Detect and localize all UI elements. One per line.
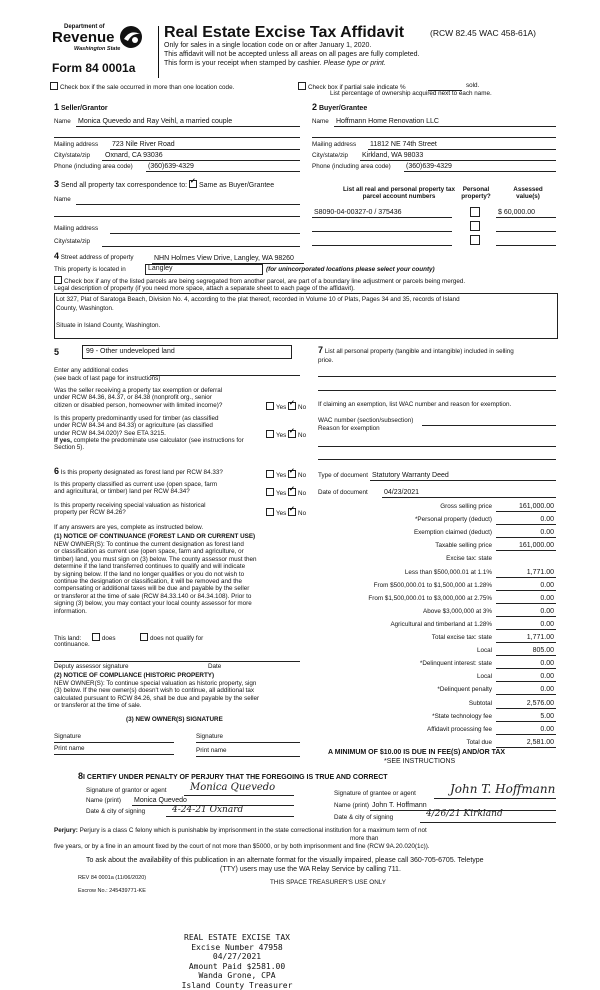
- personal-property-checkbox-2[interactable]: [470, 221, 480, 231]
- tax-row-underline: [496, 708, 556, 709]
- no-checkbox[interactable]: [288, 488, 296, 496]
- tax-row-underline: [496, 577, 556, 578]
- tax-row-label: Agricultural and timberland at 1.28%: [300, 621, 492, 628]
- legal-line-1: Lot 327, Plat of Saratoga Beach, Division No. 4, according to the plat thereof, recorded in Volume 10 of Plats, Pages 34 and 35, records of Island: [56, 296, 460, 303]
- sig-grantor-label: Signature of grantor or agent: [86, 787, 167, 794]
- doc-type[interactable]: Statutory Warranty Deed: [372, 472, 449, 479]
- seller-mail[interactable]: 723 Nile River Road: [112, 141, 175, 148]
- notice-line: by signing below. If the land no longer qualifies or you do not wish to: [54, 571, 257, 578]
- tax-row-value[interactable]: 0.00: [496, 686, 554, 693]
- corr-csz-label: City/state/zip: [54, 238, 90, 245]
- s5-q2: Is this property predominantly used for timber (as classified under RCW 84.34 and 84.33) or agriculture (as classified under RCW 84.34.020)? See ETA 3215.: [54, 415, 219, 437]
- corr-mail-label: Mailing address: [54, 225, 98, 232]
- tax-row-value[interactable]: 161,000.00: [496, 542, 554, 549]
- tax-row-underline: [496, 616, 556, 617]
- grantee-date-place[interactable]: 4/26/21 Kirkland: [426, 809, 503, 819]
- street-label: 4 Street address of property: [54, 253, 134, 261]
- buyer-name-label: Name: [312, 118, 329, 125]
- no-checkbox[interactable]: [288, 402, 296, 410]
- tax-row-value[interactable]: 0.00: [496, 608, 554, 615]
- seller-phone[interactable]: (360)639-4329: [148, 163, 194, 170]
- buyer-mail[interactable]: 11812 NE 74th Street: [370, 141, 437, 148]
- tax-row-underline: [496, 655, 556, 656]
- tax-row-value[interactable]: 0.00: [496, 621, 554, 628]
- header-note-2: This affidavit will not be accepted unless all areas on all pages are fully completed.: [164, 51, 420, 59]
- yes-checkbox[interactable]: [266, 470, 274, 478]
- tax-row-underline: [496, 747, 556, 748]
- tax-row-value[interactable]: 0.00: [496, 673, 554, 680]
- grantee-name-label: Name (print): [334, 802, 369, 809]
- tax-row-label: Taxable selling price: [300, 542, 492, 549]
- section3-heading: 3 Send all property tax correspondence to: ✓ Same as Buyer/Grantee: [54, 180, 274, 190]
- street-address[interactable]: NHN Holmes View Drive, Langley, WA 98260: [154, 255, 294, 262]
- notice-line: information.: [54, 608, 257, 615]
- tax-row-value[interactable]: 805.00: [496, 647, 554, 654]
- notice-line: NEW OWNER(S): To continue special valuation as historic property, sign: [54, 680, 259, 687]
- tax-row-label: Above $3,000,000 at 3%: [300, 608, 492, 615]
- parcel-number[interactable]: S8090-04-00327-0 / 375436: [314, 209, 402, 216]
- tax-row-label: From $1,500,000.01 to $3,000,000 at 2.75%: [300, 595, 492, 602]
- s6-q1: 6 Is this property designated as forest land per RCW 84.33?: [54, 468, 223, 476]
- tax-row-label: *State technology fee: [300, 713, 492, 720]
- tax-row-label: *Delinquent penalty: [300, 686, 492, 693]
- tax-row-label: From $500,000.01 to $1,500,000 at 1.28%: [300, 582, 492, 589]
- yes-checkbox[interactable]: [266, 508, 274, 516]
- tax-row-label: Gross selling price: [300, 503, 492, 510]
- s6-q3: Is this property receiving special valuation as historical property per RCW 84.26?: [54, 502, 206, 517]
- stamp-line: Wanda Grone, CPA: [172, 971, 302, 981]
- buyer-phone-label: Phone (including area code): [312, 163, 391, 170]
- notice-line: NEW OWNER(S): To continue the current designation as forest land: [54, 541, 257, 548]
- s5-q1-answer[interactable]: Yes ✓ No: [266, 402, 306, 411]
- buyer-heading: 2 Buyer/Grantee: [312, 103, 367, 113]
- multi-location-check[interactable]: Check box if the sale occurred in more than one location code.: [50, 82, 234, 91]
- tax-row-underline: [496, 642, 556, 643]
- legal-line-3: Situate in Island County, Washington.: [56, 322, 160, 329]
- parcel-header: List all real and personal property tax parcel account numbers: [314, 186, 484, 201]
- does-checkbox[interactable]: [92, 633, 100, 641]
- s6-if-yes: If any answers are yes, complete as instructed below.: [54, 524, 203, 531]
- checkbox-icon[interactable]: [298, 82, 306, 90]
- tax-row-value[interactable]: 1,771.00: [496, 634, 554, 641]
- s6-q2-answer[interactable]: Yes ✓ No: [266, 488, 306, 497]
- notice-line: determine if the land transferred continues to qualify and will indicate: [54, 563, 257, 570]
- header-note-3: This form is your receipt when stamped by cashier. Please type or print.: [164, 60, 386, 68]
- s7-text-2: price.: [318, 357, 333, 364]
- new-owner-signature-label: Signature: [54, 733, 81, 740]
- located-value: Langley: [148, 265, 173, 272]
- notice-line: continue the designation or classification, it will be removed and the: [54, 578, 257, 585]
- tax-row-underline: [496, 524, 556, 525]
- tax-row-underline: [496, 721, 556, 722]
- tax-row-underline: [496, 603, 556, 604]
- notice-line: (3) below. If the new owner(s) doesn't wish to continue, all additional tax: [54, 687, 259, 694]
- checkbox-icon[interactable]: [50, 82, 58, 90]
- s7-text: 7 List all personal property (tangible and intangible) included in selling: [318, 347, 514, 355]
- accessibility-line-2: (TTY) users may use the WA Relay Service by calling 711.: [220, 866, 401, 874]
- tax-row-label: Less than $500,000.01 at 1.1%: [300, 569, 492, 576]
- dept-line3: Washington State: [74, 46, 120, 52]
- tax-row-value[interactable]: 2,581.00: [496, 739, 554, 746]
- seller-name-label: Name: [54, 118, 71, 125]
- perjury-line-1: Perjury: Perjury is a class C felony which is punishable by imprisonment in the state correctional institution for a maximum term of not: [54, 827, 427, 834]
- stamp-line: Amount Paid $2581.00: [172, 962, 302, 972]
- treasurer-stamp: [172, 933, 302, 990]
- tax-row-underline: [496, 629, 556, 630]
- buyer-mail-label: Mailing address: [312, 141, 356, 148]
- tax-row-value[interactable]: 0.00: [496, 516, 554, 523]
- tax-row-value[interactable]: 0.00: [496, 582, 554, 589]
- addl-codes-label: Enter any additional codes: [54, 367, 128, 374]
- s5-q2-answer[interactable]: Yes ✓ No: [266, 430, 306, 439]
- tax-row-value[interactable]: 0.00: [496, 595, 554, 602]
- tax-row-label: Subtotal: [300, 700, 492, 707]
- grantor-date-label: Date & city of signing: [86, 808, 145, 815]
- tax-row-label: Total excise tax: state: [300, 634, 492, 641]
- notice-line: calculated pursuant to RCW 84.26, shall be due and payable by the seller: [54, 695, 259, 702]
- tax-row-underline: [496, 511, 556, 512]
- form-rcw: (RCW 82.45 WAC 458-61A): [430, 28, 536, 38]
- tax-row-label: Exemption claimed (deduct): [300, 529, 492, 536]
- buyer-name[interactable]: Hoffmann Home Renovation LLC: [336, 118, 439, 125]
- tax-row-value[interactable]: 1,771.00: [496, 569, 554, 576]
- stamp-line: Island County Treasurer: [172, 981, 302, 990]
- escrow-number: Escrow No.: 245439771-KE: [78, 888, 146, 895]
- dept-line1: Department of: [64, 24, 105, 31]
- buyer-csz-label: City/state/zip: [312, 152, 348, 159]
- continuance-label: continuance.: [54, 641, 90, 648]
- new-owner-print-label-2: Print name: [196, 747, 226, 754]
- notice-line: or transferor at the time of sale (RCW 84.33.140 or 84.34.108). Prior to: [54, 593, 257, 600]
- stamp-line: Excise Number 47958: [172, 943, 302, 953]
- yes-checkbox[interactable]: [266, 402, 274, 410]
- partial-sale-check[interactable]: Check box if partial sale indicate %: [298, 82, 406, 91]
- notice-line: compensating or additional taxes will be due and payable by the seller: [54, 585, 257, 592]
- notice-line: timber) land, you must sign on (3) below. The county assessor must then: [54, 556, 257, 563]
- use-code: 99 - Other undeveloped land: [86, 348, 175, 355]
- does-not-checkbox[interactable]: [140, 633, 148, 641]
- s5-q3: If yes, complete the predominate use calculator (see instructions for Section 5).: [54, 437, 244, 452]
- dept-line2: Revenue: [52, 30, 115, 46]
- perjury-line-3: five years, or by a fine in an amount fixed by the court of not more than $5000, or by both imprisonment and fine (RCW 9A.20.020(1c)).: [54, 843, 430, 850]
- certify-heading: 8I CERTIFY UNDER PENALTY OF PERJURY THAT THE FOREGOING IS TRUE AND CORRECT: [78, 772, 388, 782]
- s6-q1-answer[interactable]: Yes ✓ No: [266, 470, 306, 479]
- form-number: Form 84 0001a: [52, 61, 135, 75]
- legal-line-2: County, Washington.: [56, 305, 114, 312]
- buyer-phone[interactable]: (360)639-4329: [406, 163, 452, 170]
- checkbox-icon[interactable]: [54, 276, 62, 284]
- seller-name[interactable]: Monica Quevedo and Ray Veihl, a married couple: [78, 118, 232, 125]
- deputy-sig-label: Deputy assessor signature: [54, 663, 129, 670]
- tax-row-underline: [496, 681, 556, 682]
- tax-row-label: *Delinquent interest: state: [300, 660, 492, 667]
- addl-codes-note: (see back of last page for instructions): [54, 375, 160, 382]
- notice2-heading: (2) NOTICE OF COMPLIANCE (HISTORIC PROPERTY): [54, 672, 214, 679]
- grantee-date-label: Date & city of signing: [334, 814, 393, 821]
- stamp-line: 04/27/2021: [172, 952, 302, 962]
- seller-mail-label: Mailing address: [54, 141, 98, 148]
- tax-row-label: Total due: [300, 739, 492, 746]
- located-label: This property is located in: [54, 266, 126, 273]
- corr-name-label: Name: [54, 196, 71, 203]
- doc-type-label: Type of document: [318, 472, 368, 479]
- s5-q1: Was the seller receiving a property tax exemption or deferral under RCW 84.36, 84.37, or 84.38 (nonprofit org., senior citizen or disabled person, homeowner with limited income)?: [54, 387, 222, 409]
- assessed-value[interactable]: $ 60,000.00: [498, 209, 535, 216]
- tax-row-value[interactable]: 0.00: [496, 660, 554, 667]
- seller-phone-label: Phone (including area code): [54, 163, 133, 170]
- grantor-name[interactable]: Monica Quevedo: [134, 797, 187, 804]
- seller-csz-label: City/state/zip: [54, 152, 90, 159]
- new-owner-print-label: Print name: [54, 745, 84, 752]
- located-note: (for unincorporated locations please select your county): [266, 266, 435, 273]
- accessibility-line-1: To ask about the availability of this publication in an alternate format for the visually impaired, please call 360-705-6705. Teletype: [86, 857, 484, 865]
- tax-row-label: Excise tax: state: [300, 555, 492, 562]
- personal-property-checkbox-1[interactable]: [470, 207, 480, 217]
- exempt-label: If claiming an exemption, list WAC number and reason for exemption.: [318, 401, 511, 408]
- tax-row-underline: [496, 550, 556, 551]
- stamp-line: REAL ESTATE EXCISE TAX: [172, 933, 302, 943]
- doc-date-label: Date of document: [318, 489, 368, 496]
- seller-csz[interactable]: Oxnard, CA 93036: [105, 152, 163, 159]
- yes-checkbox[interactable]: [266, 430, 274, 438]
- swoosh-logo-icon: [118, 25, 144, 49]
- tax-row-underline: [496, 537, 556, 538]
- sold-label: sold.: [466, 82, 479, 89]
- no-checkbox[interactable]: [288, 430, 296, 438]
- notice1-heading: (1) NOTICE OF CONTINUANCE (FOREST LAND OR CURRENT USE): [54, 533, 255, 540]
- minimum-notice: A MINIMUM OF $10.00 IS DUE IN FEE(S) AND/OR TAX: [328, 749, 505, 757]
- tax-row-label: Local: [300, 647, 492, 654]
- reason-label: Reason for exemption: [318, 425, 380, 432]
- this-land-row: This land: does does not qualify for: [54, 633, 203, 642]
- deputy-date-label: Date: [208, 663, 221, 670]
- list-pct-note: List percentage of ownership acquired next to each name.: [330, 90, 492, 97]
- grantor-name-label: Name (print): [86, 797, 121, 804]
- notice-line: or transferor at the time of sale.: [54, 702, 259, 709]
- tax-row-value[interactable]: 0.00: [496, 726, 554, 733]
- s6-q2: Is this property classified as current use (open space, farm and agricultural, or timber) land per RCW 84.34?: [54, 481, 217, 496]
- tax-row-label: Local: [300, 673, 492, 680]
- tax-row-underline: [496, 668, 556, 669]
- tax-row-underline: [496, 694, 556, 695]
- section5-num: 5: [54, 347, 59, 357]
- tax-row-value[interactable]: 0.00: [496, 529, 554, 536]
- form-title: Real Estate Excise Tax Affidavit: [164, 24, 404, 42]
- sig-grantee-label: Signature of grantee or agent: [334, 790, 416, 797]
- grantee-signature[interactable]: John T. Hoffmann: [450, 782, 555, 796]
- header-divider: [158, 26, 159, 78]
- perjury-line-2: more than: [350, 835, 378, 842]
- yes-checkbox[interactable]: [266, 488, 274, 496]
- tax-row-label: *Personal property (deduct): [300, 516, 492, 523]
- legal-label: Legal description of property (if you need more space, attach a separate sheet to each page of the affidavit).: [54, 285, 355, 292]
- buyer-csz[interactable]: Kirkland, WA 98033: [362, 152, 423, 159]
- tax-row-underline: [496, 734, 556, 735]
- grantor-signature[interactable]: Monica Quevedo: [190, 782, 275, 793]
- new-owner-sig-heading: (3) NEW OWNER(S) SIGNATURE: [126, 716, 223, 723]
- wac-label: WAC number (section/subsection): [318, 417, 413, 424]
- personal-header: Personal property?: [458, 186, 494, 201]
- notice-line: signing (3) below, you may contact your local county assessor for more: [54, 600, 257, 607]
- tax-row-value[interactable]: 161,000.00: [496, 503, 554, 510]
- treasurer-use: THIS SPACE TREASURER'S USE ONLY: [270, 879, 386, 886]
- notice1-text: [54, 541, 257, 615]
- dor-logo: [52, 24, 162, 82]
- assessed-header: Assessed value(s): [500, 186, 556, 201]
- tax-row-value[interactable]: 2,576.00: [496, 700, 554, 707]
- same-as-buyer-checkbox[interactable]: [189, 180, 197, 188]
- doc-date[interactable]: 04/23/2021: [384, 489, 419, 496]
- segregated-check[interactable]: Check box if any of the listed parcels are being segregated from another parcel, are part of a boundary line adjustment or parcels being merged.: [54, 276, 465, 285]
- personal-property-checkbox-3[interactable]: [470, 235, 480, 245]
- new-owner-signature-label-2: Signature: [196, 733, 223, 740]
- tax-row-value[interactable]: 5.00: [496, 713, 554, 720]
- grantor-date-place[interactable]: 4-24-21 Oxnard: [172, 805, 243, 815]
- s6-q3-answer[interactable]: Yes ✓ No: [266, 508, 306, 517]
- seller-heading: 1 Seller/Grantor: [54, 103, 108, 113]
- no-checkbox[interactable]: [288, 508, 296, 516]
- notice-line: or classification as current use (open space, farm and agriculture, or: [54, 548, 257, 555]
- no-checkbox[interactable]: [288, 470, 296, 478]
- notice2-text: [54, 680, 259, 710]
- see-instructions: *SEE INSTRUCTIONS: [384, 758, 455, 766]
- grantee-name[interactable]: John T. Hoffmann: [372, 802, 427, 809]
- tax-row-label: Affidavit processing fee: [300, 726, 492, 733]
- header-note-1: Only for sales in a single location code on or after January 1, 2020.: [164, 42, 371, 50]
- rev-number: REV 84 0001a (11/06/2020): [78, 875, 146, 882]
- tax-row-underline: [496, 590, 556, 591]
